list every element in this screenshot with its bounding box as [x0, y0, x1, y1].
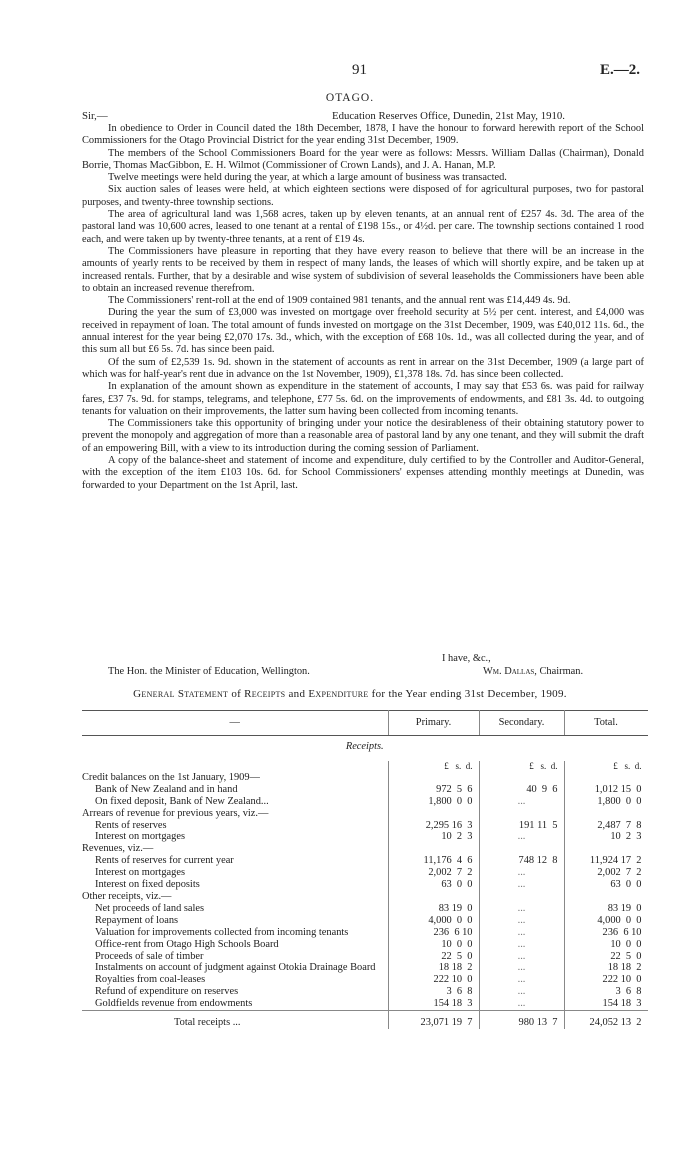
title-word: Expenditure — [308, 688, 369, 700]
row-total: 3 6 8 — [564, 986, 648, 998]
row-total: 1,800 0 0 — [564, 796, 648, 808]
row-primary: 4,000 0 0 — [388, 915, 479, 927]
row-label: Refund of expenditure on reserves — [95, 986, 239, 998]
row-label: Instalments on account of judgment against Otokia Drainage Board — [95, 962, 376, 974]
table-row — [82, 784, 648, 796]
row-secondary: 40 9 6 — [479, 784, 564, 796]
row-secondary: ... — [479, 927, 564, 939]
row-primary: 11,176 4 6 — [388, 855, 479, 867]
unit-label: £ s. d. — [388, 761, 479, 772]
series-reference: E.—2. — [599, 62, 640, 78]
row-label: Net proceeds of land sales — [95, 902, 205, 914]
row-primary: 1,800 0 0 — [388, 796, 479, 808]
row-secondary: ... — [479, 831, 564, 843]
table-row — [82, 879, 648, 891]
letter-paragraph: The Commissioners take this opportunity of bringing under your notice the desirableness of their obtaining statutory power to prevent the monopoly and aggregation of more than a reasonable area of pastoral land by any one tenant, and they will submit the draft of an empowering Bill, with a view to its introduction during the coming session of Parliament. — [82, 418, 644, 454]
letter-paragraph: The Commissioners' rent-roll at the end of 1909 contained 981 tenants, and the annual rent was £14,449 4s. 9d. — [108, 295, 571, 307]
row-total: 1,012 15 0 — [564, 784, 648, 796]
row-label: Rents of reserves — [95, 819, 167, 831]
row-label: Interest on mortgages — [95, 831, 186, 843]
letter-paragraph: Six auction sales of leases were held, at which eighteen sections were disposed of for agricultural purposes, two for pastoral purposes, and twenty-three township sections. — [82, 184, 644, 208]
row-label: Valuation for improvements collected from incoming tenants — [95, 926, 349, 938]
row-total: 10 0 0 — [564, 939, 648, 951]
row-secondary: ... — [479, 986, 564, 998]
table-row — [82, 927, 648, 939]
row-label: Proceeds of sale of timber — [95, 950, 204, 962]
letter-paragraph: During the year the sum of £3,000 was invested on mortgage over freehold security at 5½ per cent. interest, and £4,000 was received in repayment of loan. The total amount of funds invested on mortgage on the 31st December, 1909, was £40,012 11s. 6d., the annual interest for the year being £2,070 17s. 3d., which, with the exception of £68 10s. 1d., was all collected during the year, and of this sum all but £6 5s. 7d. has since been paid. — [82, 307, 644, 356]
table-row — [82, 808, 648, 820]
statement-table-wrapper — [82, 710, 645, 1029]
table-row — [82, 855, 648, 867]
row-label: Revenues, viz.— — [82, 843, 154, 855]
row-primary: 83 19 0 — [388, 903, 479, 915]
section-title: Receipts. — [345, 741, 384, 752]
row-total — [564, 891, 648, 903]
row-label: Goldfields revenue from endowments — [95, 998, 253, 1010]
row-primary: 222 10 0 — [388, 974, 479, 986]
title-word: of — [231, 688, 242, 700]
row-secondary — [479, 772, 564, 784]
row-secondary — [479, 891, 564, 903]
row-label: Other receipts, viz.— — [82, 890, 172, 902]
row-label: Arrears of revenue for previous years, viz.— — [82, 807, 269, 819]
letter-paragraph: In obedience to Order in Council dated the 18th December, 1878, I have the honour to forward herewith report of the School Commissioners for the Otago Provincial District for the year ending 31st December, 1909. — [82, 123, 644, 147]
row-secondary: ... — [479, 998, 564, 1010]
row-label: Repayment of loans — [95, 914, 179, 926]
row-total: 10 2 3 — [564, 831, 648, 843]
row-label: Office-rent from Otago High Schools Board — [95, 938, 279, 950]
row-primary: 63 0 0 — [388, 879, 479, 891]
row-label: On fixed deposit, Bank of New Zealand... — [95, 795, 269, 807]
table-row — [82, 974, 648, 986]
row-total: 2,002 7 2 — [564, 867, 648, 879]
row-total: 236 6 10 — [564, 927, 648, 939]
letter-paragraph: Twelve meetings were held during the year, at which a large amount of business was transacted. — [108, 172, 507, 184]
row-secondary: 748 12 8 — [479, 855, 564, 867]
row-total: 4,000 0 0 — [564, 915, 648, 927]
row-primary — [388, 891, 479, 903]
table-row — [82, 951, 648, 963]
letter-paragraph: In explanation of the amount shown as expenditure in the statement of accounts, I may say that £53 6s. was paid for railway fares, £37 7s. 9d. for stamps, telegrams, and telephone, £77 5s. 6d. on the improvements of endowments, and £81 3s. 4d. to outgoing tenants for valuation on their improvements, the latter sum having been collected from incoming tenants. — [82, 381, 644, 417]
header-secondary: Secondary. — [479, 711, 564, 736]
row-primary: 2,002 7 2 — [388, 867, 479, 879]
table-row — [82, 796, 648, 808]
letter-paragraph: Of the sum of £2,539 1s. 9d. shown in the statement of accounts as rent in arrear on the 31st December, 1909 (a large part of which was for half-year's rent due in advance on the 1st November, 1909), £1,378 18s. 7d. has since been collected. — [82, 356, 644, 380]
row-secondary: ... — [479, 867, 564, 879]
receipts-rows — [82, 772, 648, 1011]
row-primary — [388, 843, 479, 855]
salutation: Sir,— — [82, 110, 108, 122]
letter-paragraph: The members of the School Commissioners Board for the year were as follows: Messrs. William Dallas (Chairman), Donald Borrie, Thomas MacGibbon, E. H. Wilmot (Commissioner of Crown Lands), and J. A. Hanan, M.P. — [82, 147, 644, 171]
addressee: The Hon. the Minister of Education, Wellington. — [108, 666, 310, 677]
row-total: 63 0 0 — [564, 879, 648, 891]
row-secondary — [479, 808, 564, 820]
statement-title — [0, 688, 700, 700]
row-primary: 10 2 3 — [388, 831, 479, 843]
row-secondary: 191 11 5 — [479, 820, 564, 832]
letter-closing — [82, 653, 644, 679]
row-total: 22 5 0 — [564, 951, 648, 963]
letter-paragraph: The area of agricultural land was 1,568 acres, taken up by eleven tenants, at an annual rent of £257 4s. 3d. The area of the pastoral land was 10,600 acres, leased to one tenant at a rental of £198 15s., or 4½d. per care. The township sections contained 1 rood each, and were taken up by twenty-three tenants, at a rent of £19 4s. — [82, 209, 644, 245]
row-total: 83 19 0 — [564, 903, 648, 915]
row-secondary — [479, 843, 564, 855]
row-primary: 236 6 10 — [388, 927, 479, 939]
table-row — [82, 867, 648, 879]
row-primary: 2,295 16 3 — [388, 820, 479, 832]
row-secondary: ... — [479, 962, 564, 974]
page-number: 91 — [352, 62, 367, 78]
table-row — [82, 986, 648, 998]
row-primary: 22 5 0 — [388, 951, 479, 963]
table-row — [82, 831, 648, 843]
row-primary: 154 18 3 — [388, 998, 479, 1010]
row-label: Royalties from coal-leases — [95, 974, 206, 986]
table-row — [82, 939, 648, 951]
signer-name: Wm. Dallas — [483, 666, 535, 677]
total-label: Total receipts ... — [82, 1011, 388, 1029]
row-total: 222 10 0 — [564, 974, 648, 986]
table-row — [82, 772, 648, 784]
title-rest: for the Year ending 31st December, 1909. — [371, 688, 567, 700]
row-primary: 972 5 6 — [388, 784, 479, 796]
row-total — [564, 843, 648, 855]
row-secondary: ... — [479, 951, 564, 963]
unit-label: £ s. d. — [479, 761, 564, 772]
row-secondary: ... — [479, 796, 564, 808]
title-word: Statement — [177, 688, 229, 700]
table-row — [82, 915, 648, 927]
title-word: General — [133, 688, 175, 700]
row-total: 18 18 2 — [564, 962, 648, 974]
row-total: 2,487 7 8 — [564, 820, 648, 832]
table-row — [82, 962, 648, 974]
row-primary: 18 18 2 — [388, 962, 479, 974]
title-word: and — [288, 688, 306, 700]
row-label: Rents of reserves for current year — [95, 855, 234, 867]
table-row — [82, 820, 648, 832]
row-primary — [388, 772, 479, 784]
unit-label: £ s. d. — [564, 761, 648, 772]
row-secondary: ... — [479, 939, 564, 951]
row-primary: 3 6 8 — [388, 986, 479, 998]
row-primary: 10 0 0 — [388, 939, 479, 951]
table-row — [82, 998, 648, 1010]
total-total: 24,052 13 2 — [564, 1011, 648, 1029]
header-description: — — [82, 711, 388, 736]
row-total: 11,924 17 2 — [564, 855, 648, 867]
row-label: Interest on mortgages — [95, 867, 186, 879]
row-total — [564, 808, 648, 820]
row-secondary: ... — [479, 903, 564, 915]
total-row — [82, 1011, 648, 1029]
row-total: 154 18 3 — [564, 998, 648, 1010]
total-primary: 23,071 19 7 — [388, 1011, 479, 1029]
row-label: Bank of New Zealand and in hand — [95, 783, 238, 795]
table-row — [82, 903, 648, 915]
unit-row — [82, 761, 648, 772]
row-secondary: ... — [479, 915, 564, 927]
total-secondary: 980 13 7 — [479, 1011, 564, 1029]
letter-body — [82, 123, 644, 492]
section-row — [82, 736, 648, 761]
row-label: Interest on fixed deposits — [95, 879, 200, 891]
signer-title: , Chairman. — [534, 666, 584, 677]
table-header-row — [82, 711, 648, 736]
dateline: Education Reserves Office, Dunedin, 21st May, 1910. — [332, 110, 565, 122]
signature — [483, 666, 583, 677]
report-heading: OTAGO. — [325, 92, 375, 104]
row-primary — [388, 808, 479, 820]
statement-table — [82, 710, 648, 1029]
letter-paragraph: A copy of the balance-sheet and statement of income and expenditure, duly certified to by the Controller and Auditor-General, with the exception of the item £103 10s. 6d. for School Commissioners' expenses attending monthly meetings at Dunedin, was forwarded to your Department on the 1st April, last. — [82, 455, 644, 491]
table-row — [82, 891, 648, 903]
row-total — [564, 772, 648, 784]
header-primary: Primary. — [388, 711, 479, 736]
table-row — [82, 843, 648, 855]
header-total: Total. — [564, 711, 648, 736]
letter-paragraph: The Commissioners have pleasure in reporting that they have every reason to believe that there will be an increase in the amounts of yearly rents to be received by them in respect of many lands, the leases of which will shortly expire, and be taken up at increased rentals. Further, that by a desirable and wise system of subdivision of several leaseholds the Commissioners have been able to obtain an increased revenue therefrom. — [82, 245, 644, 294]
row-secondary: ... — [479, 974, 564, 986]
row-label: Credit balances on the 1st January, 1909— — [82, 771, 260, 783]
row-secondary: ... — [479, 879, 564, 891]
title-word: Receipts — [244, 688, 286, 700]
closing-formula: I have, &c., — [442, 653, 491, 664]
